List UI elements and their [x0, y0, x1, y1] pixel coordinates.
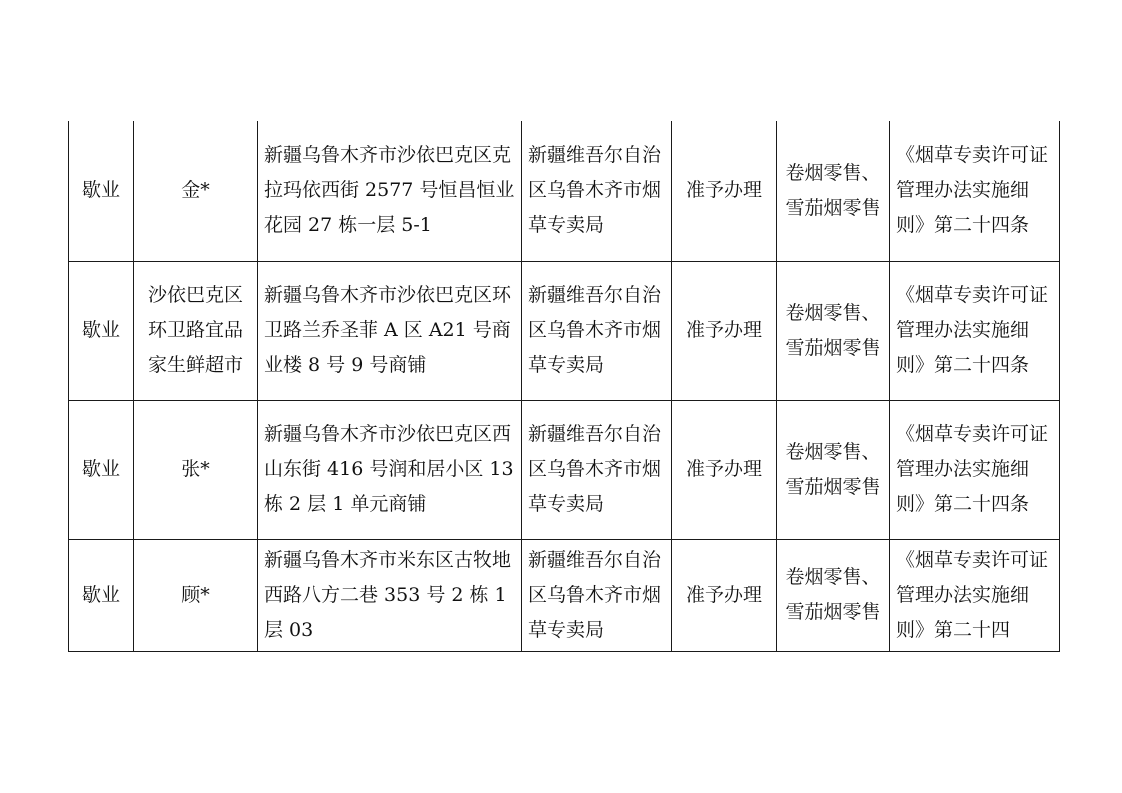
cell-authority: 新疆维吾尔自治区乌鲁木齐市烟草专卖局	[522, 121, 672, 261]
cell-name: 顾*	[134, 539, 258, 651]
table-row	[69, 400, 1060, 539]
cell-address: 新疆乌鲁木齐市沙依巴克区克拉玛依西街 2577 号恒昌恒业花园 27 栋一层 5-1	[258, 121, 522, 261]
table-row	[69, 121, 1060, 261]
table-row	[69, 261, 1060, 400]
license-table	[68, 121, 1060, 652]
cell-basis: 《烟草专卖许可证管理办法实施细则》第二十四条	[890, 400, 1060, 539]
cell-basis: 《烟草专卖许可证管理办法实施细则》第二十四条	[890, 261, 1060, 400]
cell-result: 准予办理	[672, 261, 777, 400]
cell-authority: 新疆维吾尔自治区乌鲁木齐市烟草专卖局	[522, 539, 672, 651]
cell-result: 准予办理	[672, 400, 777, 539]
cell-name: 金*	[134, 121, 258, 261]
cell-address: 新疆乌鲁木齐市米东区古牧地西路八方二巷 353 号 2 栋 1 层 03	[258, 539, 522, 651]
cell-basis: 《烟草专卖许可证管理办法实施细则》第二十四条	[890, 121, 1060, 261]
cell-result: 准予办理	[672, 539, 777, 651]
cell-authority: 新疆维吾尔自治区乌鲁木齐市烟草专卖局	[522, 261, 672, 400]
cell-scope: 卷烟零售、雪茄烟零售	[777, 261, 890, 400]
cell-scope: 卷烟零售、雪茄烟零售	[777, 121, 890, 261]
cell-name: 沙依巴克区环卫路宜品家生鲜超市	[134, 261, 258, 400]
cell-status: 歇业	[69, 121, 134, 261]
cell-status: 歇业	[69, 261, 134, 400]
cell-status: 歇业	[69, 400, 134, 539]
cell-status: 歇业	[69, 539, 134, 651]
cell-address: 新疆乌鲁木齐市沙依巴克区西山东街 416 号润和居小区 13 栋 2 层 1 单元商铺	[258, 400, 522, 539]
cell-scope: 卷烟零售、雪茄烟零售	[777, 539, 890, 651]
cell-scope: 卷烟零售、雪茄烟零售	[777, 400, 890, 539]
cell-basis: 《烟草专卖许可证管理办法实施细则》第二十四	[890, 539, 1060, 651]
cell-result: 准予办理	[672, 121, 777, 261]
table-row	[69, 539, 1060, 651]
cell-authority: 新疆维吾尔自治区乌鲁木齐市烟草专卖局	[522, 400, 672, 539]
cell-address: 新疆乌鲁木齐市沙依巴克区环卫路兰乔圣菲 A 区 A21 号商业楼 8 号 9 号商铺	[258, 261, 522, 400]
cell-name: 张*	[134, 400, 258, 539]
